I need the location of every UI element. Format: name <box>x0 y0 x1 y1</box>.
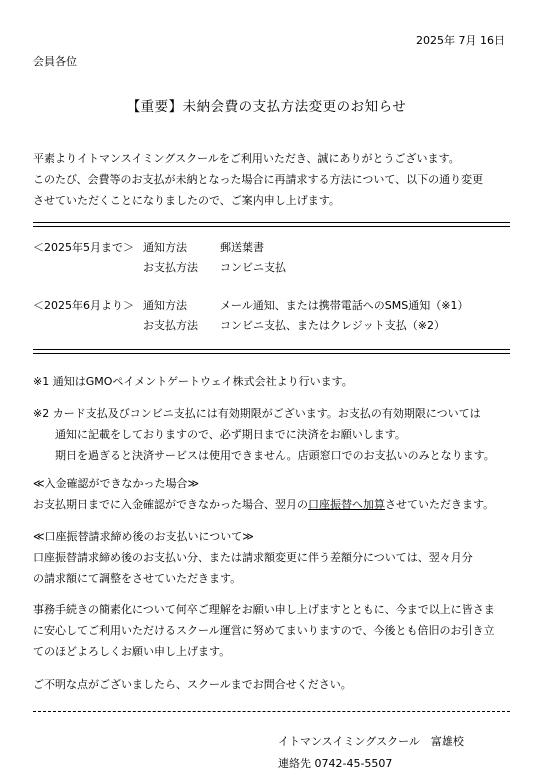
schedule-label: お支払方法 <box>143 261 198 274</box>
note-2-line: 期日を過ぎると決済サービスは使用できません。店頭窓口でのお支払いのみとなります。 <box>55 449 495 462</box>
note-2-line: 通知に記載をしておりますので、必ず期日までに決済をお願いします。 <box>55 428 406 441</box>
schedule-period: ＜2025年6月より＞ <box>33 299 134 312</box>
school-name: イトマンスイミングスクール 富雄校 <box>278 735 464 748</box>
note-2-line: ※2 カード支払及びコンビニ支払には有効期限がございます。お支払の有効期限については <box>33 407 481 420</box>
contact-line: ご不明な点がございましたら、スクールまでお問合せください。 <box>33 678 352 691</box>
schedule-before <box>0 238 533 278</box>
closing-paragraph <box>33 599 513 662</box>
page-title: 【重要】未納会費の支払方法変更のお知らせ <box>126 99 407 115</box>
section-text-after: させていただきます。 <box>385 498 495 511</box>
intro-line: このたび、会費等のお支払が未納となった場合に再請求する方法について、以下の通り変更 <box>33 173 484 186</box>
section-after-deadline <box>33 526 513 589</box>
schedule-value: コンビニ支払、またはクレジット支払（※2） <box>220 319 445 332</box>
schedule-label: お支払方法 <box>143 319 198 332</box>
note-1: ※1 通知はGMOペイメントゲートウェイ株式会社より行います。 <box>33 375 353 388</box>
intro-paragraph <box>33 148 513 211</box>
divider-bottom <box>33 711 510 712</box>
section-line: の請求額にて調整をさせていただきます。 <box>33 572 242 585</box>
section-heading: ≪口座振替請求締め後のお支払いについて≫ <box>33 530 254 543</box>
schedule-value: メール通知、または携帯電話へのSMS通知（※1） <box>220 299 469 312</box>
schedule-label: 通知方法 <box>143 299 187 312</box>
note-2 <box>33 403 515 466</box>
schedule-value: 郵送葉書 <box>220 241 264 254</box>
closing-line: に安心してご利用いただけるスクール運営に努めてまいりますので、今後とも倍旧のお引き立 <box>33 624 495 637</box>
underlined-text: 口座振替へ加算 <box>308 498 385 511</box>
recipient: 会員各位 <box>33 55 77 68</box>
intro-line: 平素よりイトマンスイミングスクールをご利用いただき、誠にありがとうございます。 <box>33 152 460 165</box>
closing-line: 事務手続きの簡素化について何卒ご理解をお願い申し上げますとともに、今まで以上に皆さま <box>33 603 495 616</box>
divider-top <box>33 222 510 227</box>
section-heading: ≪入金確認ができなかった場合≫ <box>33 477 200 490</box>
section-text-before: お支払期日までに入金確認ができなかった場合、翌月の <box>33 498 308 511</box>
section-text <box>33 494 513 515</box>
section-line: 口座振替請求締め後のお支払い分、または請求額変更に伴う差額分については、翌々月分 <box>33 551 473 564</box>
section-unconfirmed <box>33 473 513 515</box>
schedule-value: コンビニ支払 <box>220 261 286 274</box>
schedule-label: 通知方法 <box>143 241 187 254</box>
divider-middle <box>33 349 510 354</box>
schedule-period: ＜2025年5月まで＞ <box>33 241 134 254</box>
closing-line: てのほどよろしくお願い申し上げます。 <box>33 645 231 658</box>
contact-phone: 連絡先 0742-45-5507 <box>278 757 393 770</box>
contact-paragraph <box>33 674 513 695</box>
schedule-after <box>0 296 533 336</box>
intro-line: させていただくことになりましたので、ご案内申し上げます。 <box>33 194 340 207</box>
notice-date: 2025年 7月 16日 <box>416 34 505 47</box>
